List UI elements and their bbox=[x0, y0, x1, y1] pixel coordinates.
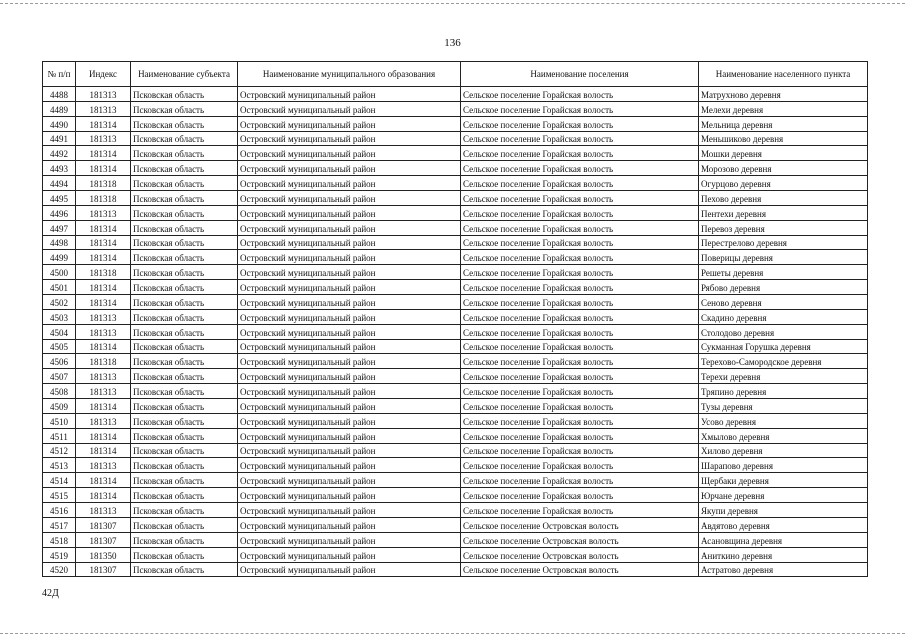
cell-settlement: Сельское поселение Горайская волость bbox=[461, 280, 699, 295]
cell-municipality: Островский муниципальный район bbox=[238, 547, 461, 562]
cell-index: 181318 bbox=[76, 176, 131, 191]
table-row bbox=[43, 562, 868, 577]
cell-locality: Тряпино деревня bbox=[699, 384, 868, 399]
cell-subject: Псковская область bbox=[131, 369, 238, 384]
cell-locality: Асановщина деревня bbox=[699, 532, 868, 547]
cell-subject: Псковская область bbox=[131, 503, 238, 518]
cell-locality: Пехово деревня bbox=[699, 191, 868, 206]
table-row bbox=[43, 399, 868, 414]
footer-note: 42Д bbox=[42, 588, 59, 599]
cell-subject: Псковская область bbox=[131, 458, 238, 473]
cell-municipality: Островский муниципальный район bbox=[238, 161, 461, 176]
cell-subject: Псковская область bbox=[131, 562, 238, 577]
cell-municipality: Островский муниципальный район bbox=[238, 131, 461, 146]
cell-index: 181318 bbox=[76, 354, 131, 369]
cell-settlement: Сельское поселение Горайская волость bbox=[461, 161, 699, 176]
table-row bbox=[43, 161, 868, 176]
cell-subject: Псковская область bbox=[131, 235, 238, 250]
cell-locality: Скадино деревня bbox=[699, 309, 868, 324]
cell-index: 181314 bbox=[76, 116, 131, 131]
cell-subject: Псковская область bbox=[131, 280, 238, 295]
cell-settlement: Сельское поселение Горайская волость bbox=[461, 413, 699, 428]
cell-locality: Морозово деревня bbox=[699, 161, 868, 176]
cell-locality: Тузы деревня bbox=[699, 399, 868, 414]
cell-settlement: Сельское поселение Горайская волость bbox=[461, 87, 699, 102]
cell-locality: Перевоз деревня bbox=[699, 220, 868, 235]
table-row bbox=[43, 131, 868, 146]
cell-municipality: Островский муниципальный район bbox=[238, 265, 461, 280]
cell-row-number: 4490 bbox=[43, 116, 76, 131]
cell-municipality: Островский муниципальный район bbox=[238, 562, 461, 577]
cell-settlement: Сельское поселение Горайская волость bbox=[461, 116, 699, 131]
scan-bottom-edge bbox=[0, 633, 905, 634]
cell-municipality: Островский муниципальный район bbox=[238, 220, 461, 235]
cell-locality: Мелехи деревня bbox=[699, 101, 868, 116]
cell-row-number: 4492 bbox=[43, 146, 76, 161]
cell-row-number: 4496 bbox=[43, 205, 76, 220]
cell-settlement: Сельское поселение Горайская волость bbox=[461, 220, 699, 235]
cell-row-number: 4516 bbox=[43, 503, 76, 518]
cell-subject: Псковская область bbox=[131, 354, 238, 369]
cell-row-number: 4506 bbox=[43, 354, 76, 369]
cell-subject: Псковская область bbox=[131, 220, 238, 235]
cell-index: 181318 bbox=[76, 191, 131, 206]
cell-row-number: 4489 bbox=[43, 101, 76, 116]
header-locality: Наименование населенного пункта bbox=[699, 62, 868, 87]
cell-index: 181313 bbox=[76, 87, 131, 102]
cell-row-number: 4499 bbox=[43, 250, 76, 265]
table-row bbox=[43, 413, 868, 428]
cell-row-number: 4502 bbox=[43, 295, 76, 310]
cell-row-number: 4501 bbox=[43, 280, 76, 295]
cell-row-number: 4514 bbox=[43, 473, 76, 488]
cell-subject: Псковская область bbox=[131, 473, 238, 488]
cell-settlement: Сельское поселение Горайская волость bbox=[461, 324, 699, 339]
cell-municipality: Островский муниципальный район bbox=[238, 369, 461, 384]
cell-settlement: Сельское поселение Островская волость bbox=[461, 547, 699, 562]
cell-municipality: Островский муниципальный район bbox=[238, 295, 461, 310]
cell-locality: Аниткино деревня bbox=[699, 547, 868, 562]
cell-index: 181313 bbox=[76, 458, 131, 473]
cell-row-number: 4519 bbox=[43, 547, 76, 562]
cell-settlement: Сельское поселение Горайская волость bbox=[461, 384, 699, 399]
cell-municipality: Островский муниципальный район bbox=[238, 309, 461, 324]
cell-subject: Псковская область bbox=[131, 384, 238, 399]
cell-settlement: Сельское поселение Горайская волость bbox=[461, 191, 699, 206]
cell-row-number: 4507 bbox=[43, 369, 76, 384]
table-row bbox=[43, 295, 868, 310]
table-row bbox=[43, 384, 868, 399]
cell-locality: Усово деревня bbox=[699, 413, 868, 428]
table-row bbox=[43, 503, 868, 518]
cell-row-number: 4510 bbox=[43, 413, 76, 428]
cell-subject: Псковская область bbox=[131, 399, 238, 414]
cell-settlement: Сельское поселение Горайская волость bbox=[461, 235, 699, 250]
cell-row-number: 4495 bbox=[43, 191, 76, 206]
cell-row-number: 4493 bbox=[43, 161, 76, 176]
cell-index: 181314 bbox=[76, 250, 131, 265]
cell-row-number: 4504 bbox=[43, 324, 76, 339]
cell-subject: Псковская область bbox=[131, 324, 238, 339]
cell-municipality: Островский муниципальный район bbox=[238, 532, 461, 547]
cell-municipality: Островский муниципальный район bbox=[238, 191, 461, 206]
cell-municipality: Островский муниципальный район bbox=[238, 354, 461, 369]
header-subject: Наименование субъекта bbox=[131, 62, 238, 87]
table-row bbox=[43, 87, 868, 102]
cell-settlement: Сельское поселение Горайская волость bbox=[461, 443, 699, 458]
cell-settlement: Сельское поселение Горайская волость bbox=[461, 473, 699, 488]
cell-index: 181313 bbox=[76, 413, 131, 428]
cell-subject: Псковская область bbox=[131, 295, 238, 310]
cell-row-number: 4488 bbox=[43, 87, 76, 102]
cell-settlement: Сельское поселение Горайская волость bbox=[461, 339, 699, 354]
cell-subject: Псковская область bbox=[131, 443, 238, 458]
cell-locality: Столодово деревня bbox=[699, 324, 868, 339]
table-row bbox=[43, 265, 868, 280]
cell-index: 181313 bbox=[76, 101, 131, 116]
cell-subject: Псковская область bbox=[131, 250, 238, 265]
table-row bbox=[43, 220, 868, 235]
cell-row-number: 4520 bbox=[43, 562, 76, 577]
cell-index: 181313 bbox=[76, 384, 131, 399]
table-row bbox=[43, 205, 868, 220]
header-index: Индекс bbox=[76, 62, 131, 87]
cell-index: 181314 bbox=[76, 220, 131, 235]
cell-municipality: Островский муниципальный район bbox=[238, 517, 461, 532]
table-row bbox=[43, 176, 868, 191]
cell-index: 181307 bbox=[76, 532, 131, 547]
scan-top-edge bbox=[0, 3, 905, 4]
table-row bbox=[43, 280, 868, 295]
cell-subject: Псковская область bbox=[131, 191, 238, 206]
cell-index: 181314 bbox=[76, 235, 131, 250]
cell-settlement: Сельское поселение Горайская волость bbox=[461, 205, 699, 220]
cell-index: 181313 bbox=[76, 503, 131, 518]
cell-subject: Псковская область bbox=[131, 161, 238, 176]
table-row bbox=[43, 101, 868, 116]
cell-locality: Юрчане деревня bbox=[699, 488, 868, 503]
table-row bbox=[43, 191, 868, 206]
cell-index: 181313 bbox=[76, 309, 131, 324]
cell-index: 181314 bbox=[76, 473, 131, 488]
cell-settlement: Сельское поселение Горайская волость bbox=[461, 369, 699, 384]
cell-row-number: 4491 bbox=[43, 131, 76, 146]
cell-subject: Псковская область bbox=[131, 547, 238, 562]
cell-settlement: Сельское поселение Горайская волость bbox=[461, 458, 699, 473]
cell-row-number: 4515 bbox=[43, 488, 76, 503]
table-row bbox=[43, 339, 868, 354]
cell-index: 181307 bbox=[76, 562, 131, 577]
cell-municipality: Островский муниципальный район bbox=[238, 87, 461, 102]
header-municipality: Наименование муниципального образования bbox=[238, 62, 461, 87]
cell-settlement: Сельское поселение Горайская волость bbox=[461, 354, 699, 369]
cell-index: 181307 bbox=[76, 517, 131, 532]
cell-settlement: Сельское поселение Горайская волость bbox=[461, 146, 699, 161]
cell-index: 181313 bbox=[76, 324, 131, 339]
cell-index: 181314 bbox=[76, 428, 131, 443]
table-row bbox=[43, 146, 868, 161]
cell-index: 181350 bbox=[76, 547, 131, 562]
cell-locality: Огурцово деревня bbox=[699, 176, 868, 191]
cell-municipality: Островский муниципальный район bbox=[238, 384, 461, 399]
cell-settlement: Сельское поселение Горайская волость bbox=[461, 265, 699, 280]
cell-settlement: Сельское поселение Горайская волость bbox=[461, 309, 699, 324]
table-row bbox=[43, 324, 868, 339]
cell-locality: Щербаки деревня bbox=[699, 473, 868, 488]
table-row bbox=[43, 532, 868, 547]
cell-locality: Терехово-Самородское деревня bbox=[699, 354, 868, 369]
cell-subject: Псковская область bbox=[131, 146, 238, 161]
cell-row-number: 4513 bbox=[43, 458, 76, 473]
cell-settlement: Сельское поселение Горайская волость bbox=[461, 428, 699, 443]
cell-locality: Якупи деревня bbox=[699, 503, 868, 518]
cell-locality: Поверицы деревня bbox=[699, 250, 868, 265]
cell-settlement: Сельское поселение Горайская волость bbox=[461, 503, 699, 518]
cell-municipality: Островский муниципальный район bbox=[238, 205, 461, 220]
cell-municipality: Островский муниципальный район bbox=[238, 176, 461, 191]
table-row bbox=[43, 473, 868, 488]
table-row bbox=[43, 517, 868, 532]
cell-subject: Псковская область bbox=[131, 87, 238, 102]
table-header-row bbox=[43, 62, 868, 87]
cell-municipality: Островский муниципальный район bbox=[238, 458, 461, 473]
cell-row-number: 4508 bbox=[43, 384, 76, 399]
table-row bbox=[43, 428, 868, 443]
table-row bbox=[43, 309, 868, 324]
cell-locality: Пентехи деревня bbox=[699, 205, 868, 220]
cell-index: 181314 bbox=[76, 295, 131, 310]
cell-locality: Сукманная Горушка деревня bbox=[699, 339, 868, 354]
cell-index: 181313 bbox=[76, 131, 131, 146]
cell-row-number: 4511 bbox=[43, 428, 76, 443]
cell-subject: Псковская область bbox=[131, 116, 238, 131]
cell-row-number: 4518 bbox=[43, 532, 76, 547]
cell-index: 181314 bbox=[76, 161, 131, 176]
header-settlement: Наименование поселения bbox=[461, 62, 699, 87]
cell-municipality: Островский муниципальный район bbox=[238, 503, 461, 518]
cell-settlement: Сельское поселение Горайская волость bbox=[461, 176, 699, 191]
cell-municipality: Островский муниципальный район bbox=[238, 116, 461, 131]
cell-settlement: Сельское поселение Горайская волость bbox=[461, 399, 699, 414]
cell-row-number: 4497 bbox=[43, 220, 76, 235]
cell-locality: Хилово деревня bbox=[699, 443, 868, 458]
cell-subject: Псковская область bbox=[131, 428, 238, 443]
cell-index: 181313 bbox=[76, 369, 131, 384]
table-row bbox=[43, 547, 868, 562]
cell-index: 181314 bbox=[76, 443, 131, 458]
cell-index: 181318 bbox=[76, 265, 131, 280]
cell-municipality: Островский муниципальный район bbox=[238, 428, 461, 443]
cell-index: 181314 bbox=[76, 488, 131, 503]
cell-subject: Псковская область bbox=[131, 517, 238, 532]
cell-subject: Псковская область bbox=[131, 339, 238, 354]
cell-municipality: Островский муниципальный район bbox=[238, 488, 461, 503]
cell-settlement: Сельское поселение Горайская волость bbox=[461, 250, 699, 265]
cell-subject: Псковская область bbox=[131, 532, 238, 547]
cell-locality: Мошки деревня bbox=[699, 146, 868, 161]
cell-row-number: 4509 bbox=[43, 399, 76, 414]
cell-index: 181314 bbox=[76, 399, 131, 414]
cell-municipality: Островский муниципальный район bbox=[238, 413, 461, 428]
cell-municipality: Островский муниципальный район bbox=[238, 250, 461, 265]
cell-municipality: Островский муниципальный район bbox=[238, 339, 461, 354]
cell-row-number: 4500 bbox=[43, 265, 76, 280]
cell-subject: Псковская область bbox=[131, 488, 238, 503]
table-body bbox=[43, 87, 868, 577]
table-row bbox=[43, 369, 868, 384]
table-row bbox=[43, 235, 868, 250]
cell-row-number: 4503 bbox=[43, 309, 76, 324]
cell-index: 181314 bbox=[76, 339, 131, 354]
table-row bbox=[43, 443, 868, 458]
cell-municipality: Островский муниципальный район bbox=[238, 399, 461, 414]
header-row-number: № п/п bbox=[43, 62, 76, 87]
table-row bbox=[43, 458, 868, 473]
cell-row-number: 4512 bbox=[43, 443, 76, 458]
cell-subject: Псковская область bbox=[131, 176, 238, 191]
table-row bbox=[43, 250, 868, 265]
cell-subject: Псковская область bbox=[131, 101, 238, 116]
cell-locality: Авдятово деревня bbox=[699, 517, 868, 532]
cell-locality: Астратово деревня bbox=[699, 562, 868, 577]
cell-subject: Псковская область bbox=[131, 131, 238, 146]
cell-settlement: Сельское поселение Горайская волость bbox=[461, 131, 699, 146]
cell-locality: Меньшиково деревня bbox=[699, 131, 868, 146]
cell-locality: Рябово деревня bbox=[699, 280, 868, 295]
cell-locality: Хмылово деревня bbox=[699, 428, 868, 443]
cell-row-number: 4505 bbox=[43, 339, 76, 354]
cell-municipality: Островский муниципальный район bbox=[238, 101, 461, 116]
cell-index: 181314 bbox=[76, 146, 131, 161]
cell-index: 181314 bbox=[76, 280, 131, 295]
cell-locality: Матрухново деревня bbox=[699, 87, 868, 102]
cell-municipality: Островский муниципальный район bbox=[238, 473, 461, 488]
cell-municipality: Островский муниципальный район bbox=[238, 324, 461, 339]
cell-settlement: Сельское поселение Островская волость bbox=[461, 517, 699, 532]
cell-locality: Мельница деревня bbox=[699, 116, 868, 131]
cell-locality: Шарапово деревня bbox=[699, 458, 868, 473]
cell-municipality: Островский муниципальный район bbox=[238, 280, 461, 295]
cell-locality: Сеново деревня bbox=[699, 295, 868, 310]
table-row bbox=[43, 488, 868, 503]
cell-locality: Решеты деревня bbox=[699, 265, 868, 280]
cell-locality: Перестрелово деревня bbox=[699, 235, 868, 250]
cell-settlement: Сельское поселение Горайская волость bbox=[461, 488, 699, 503]
cell-municipality: Островский муниципальный район bbox=[238, 235, 461, 250]
cell-row-number: 4498 bbox=[43, 235, 76, 250]
cell-index: 181313 bbox=[76, 205, 131, 220]
settlements-table bbox=[42, 61, 868, 577]
cell-row-number: 4517 bbox=[43, 517, 76, 532]
cell-settlement: Сельское поселение Горайская волость bbox=[461, 295, 699, 310]
cell-municipality: Островский муниципальный район bbox=[238, 146, 461, 161]
cell-settlement: Сельское поселение Островская волость bbox=[461, 532, 699, 547]
cell-row-number: 4494 bbox=[43, 176, 76, 191]
cell-subject: Псковская область bbox=[131, 205, 238, 220]
cell-subject: Псковская область bbox=[131, 265, 238, 280]
cell-settlement: Сельское поселение Горайская волость bbox=[461, 101, 699, 116]
cell-locality: Терехи деревня bbox=[699, 369, 868, 384]
cell-settlement: Сельское поселение Островская волость bbox=[461, 562, 699, 577]
page-number: 136 bbox=[444, 37, 461, 49]
table-row bbox=[43, 354, 868, 369]
table-row bbox=[43, 116, 868, 131]
cell-subject: Псковская область bbox=[131, 309, 238, 324]
cell-municipality: Островский муниципальный район bbox=[238, 443, 461, 458]
cell-subject: Псковская область bbox=[131, 413, 238, 428]
